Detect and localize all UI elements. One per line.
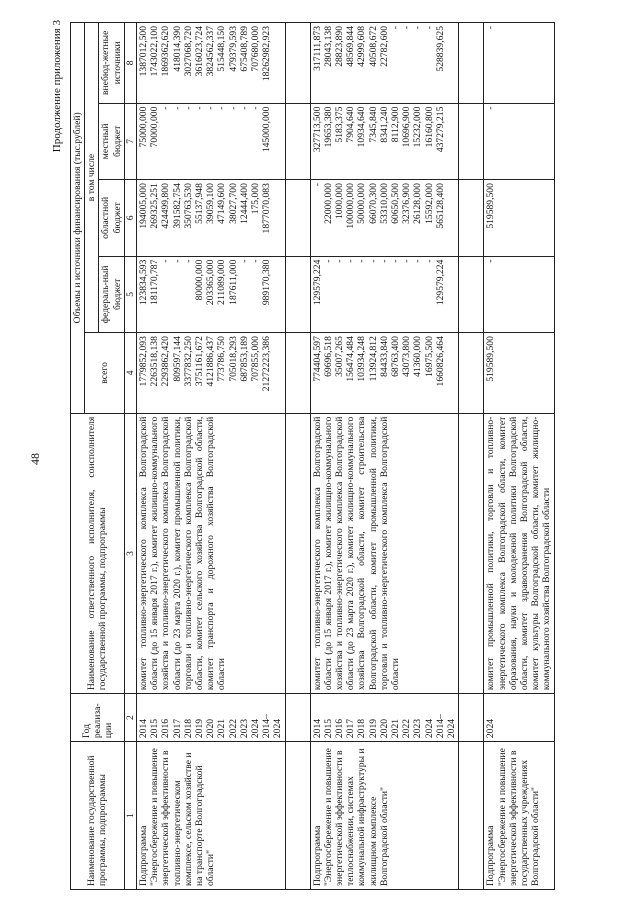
- year-cell: 2019: [194, 718, 206, 739]
- value-cell: 40508,672: [367, 26, 379, 67]
- value-cell: 327713,500: [311, 106, 323, 153]
- financing-table: [70, 22, 555, 890]
- value-cell: 60650,500: [390, 183, 402, 224]
- value-cell: 123834,593: [138, 259, 150, 306]
- continuation-note: Продолжение приложения 3: [51, 20, 63, 153]
- year-list: [310, 694, 459, 742]
- value-cell: 28823,890: [334, 26, 346, 67]
- value-cell: -: [412, 26, 424, 30]
- value-cell: 3377832,250: [182, 336, 194, 387]
- value-cell: -: [160, 106, 172, 110]
- value-cell: 707855,000: [250, 336, 262, 382]
- value-cell: 35007,265: [334, 336, 346, 377]
- value-cell: 2263518,138: [149, 336, 161, 387]
- value-cell: 774404,597: [311, 336, 323, 382]
- value-cell: 53310,000: [378, 183, 390, 224]
- value-cell: 21272223,386: [261, 336, 273, 392]
- value-cell: 175,000: [250, 183, 262, 215]
- year-cell: 2017: [171, 718, 183, 739]
- value-cell: 809597,144: [171, 336, 183, 382]
- value-cell: 3751161,672: [194, 336, 206, 387]
- value-cell: -: [250, 259, 262, 263]
- spacer-cell: [459, 103, 484, 180]
- value-cell: 48569,844: [345, 26, 357, 67]
- header-extra: внебюд-жетные источники: [99, 23, 124, 104]
- value-cell: 22000,000: [322, 183, 334, 224]
- year-cell: 2015: [149, 718, 161, 739]
- value-cell: 100000,000: [345, 183, 357, 229]
- value-cell: 437279,215: [434, 106, 446, 153]
- year-cell: 2023: [238, 718, 250, 739]
- value-cell: 3824562,337: [205, 26, 217, 77]
- value-cell: 1000,000: [334, 183, 346, 220]
- value-cell: 687853,189: [238, 336, 250, 382]
- value-cell: 705018,293: [227, 336, 239, 382]
- spacer-cell: [285, 180, 310, 257]
- value-cell: 16975,500: [423, 336, 435, 377]
- value-cell: -: [334, 259, 346, 263]
- local-values: [310, 103, 459, 180]
- program-name: Подпрограмма "Энергосбережение и повышение энергетической эффективности в топливно-энергетическом комплексе, сельском хозяйстве и на транспорте Волгоградской области": [137, 742, 286, 890]
- value-cell: 113924,812: [367, 336, 379, 382]
- extra-values: [484, 23, 554, 104]
- value-cell: 145000,000: [261, 106, 273, 153]
- value-cell: -: [311, 183, 323, 187]
- value-cell: 565128,400: [434, 183, 446, 229]
- spacer-cell: [285, 103, 310, 180]
- year-cell: 2022: [227, 718, 239, 739]
- column-number: 4: [124, 333, 136, 414]
- value-cell: 519589,500: [485, 183, 497, 229]
- header-year: Год реализа-ции: [71, 694, 125, 742]
- spacer-cell: [459, 23, 484, 104]
- value-cell: 12444,400: [238, 183, 250, 224]
- header-program: Наименование государственной программы, подпрограммы: [71, 742, 125, 890]
- table-body: [137, 23, 555, 890]
- program-name: Подпрограмма "Энергосбережение и повышение энергетической эффективности в государственных учреждениях Волгоградской области": [484, 742, 554, 890]
- page-number: 48: [28, 453, 42, 465]
- year-cell: 2015: [322, 718, 334, 739]
- value-cell: -: [194, 106, 206, 110]
- value-cell: 156474,484: [345, 336, 357, 382]
- value-cell: 41360,000: [412, 336, 424, 377]
- year-cell: 2023: [412, 718, 424, 739]
- spacer-cell: [459, 413, 484, 694]
- spacer-cell: [285, 694, 310, 742]
- value-cell: 773786,750: [216, 336, 228, 382]
- value-cell: 391582,754: [171, 183, 183, 229]
- executor-text: комитет промышленной политики, торговли и топливно-энергетического комплекса Волгоградской области, комитет образования, науки и молодежной политики Волгоградской области, комитет здравоохранения Волгоградской области, комитет культуры Волгоградской области, комитет жилищно-коммунального хозяйства Волгоградской области: [484, 413, 554, 694]
- value-cell: 42999,608: [356, 26, 368, 67]
- value-cell: 187611,000: [227, 259, 239, 305]
- value-cell: 15592,000: [423, 183, 435, 224]
- value-cell: 675408,789: [238, 26, 250, 72]
- spacer-cell: [285, 413, 310, 694]
- local-values: [484, 103, 554, 180]
- spacer-cell: [459, 180, 484, 257]
- year-cell: 2018: [356, 718, 368, 739]
- value-cell: 528839,625: [434, 26, 446, 72]
- spacer-cell: [459, 256, 484, 333]
- value-cell: 1877070,083: [261, 183, 273, 234]
- value-cell: 350763,530: [182, 183, 194, 229]
- spacer-cell: [459, 333, 484, 414]
- value-cell: 3616023,724: [194, 26, 206, 77]
- value-cell: 707680,000: [250, 26, 262, 72]
- value-cell: 22782,600: [378, 26, 390, 67]
- header-federal: федераль-ный бюджет: [99, 256, 124, 333]
- value-cell: 19653,380: [322, 106, 334, 148]
- year-cell: 2024: [423, 718, 435, 739]
- value-cell: 10696,900: [401, 106, 413, 148]
- regional-values: [484, 180, 554, 257]
- executor-text: комитет топливно-энергетического комплекса Волгоградской области (до 15 января 2017 г.), комитет жилищно-коммунального хозяйства и топливно-энергетического комплекса Волгоградской области (до 23 марта 2020 г.), комитет промышленной политики, торговли и топливно-энергетического комплекса Волгоградской области, комитет сельского хозяйства Волгоградской области, комитет транспорта и дорожного хозяйства Волгоградской области: [137, 413, 286, 694]
- total-values: [484, 333, 554, 414]
- year-cell: 2020: [378, 718, 390, 739]
- year-cell: 2014–2024: [434, 714, 458, 739]
- year-cell: 2018: [182, 718, 194, 739]
- value-cell: -: [227, 106, 239, 110]
- federal-values: [137, 256, 286, 333]
- value-cell: 129579,224: [434, 259, 446, 306]
- value-cell: 69696,518: [322, 336, 334, 377]
- value-cell: 7345,840: [367, 106, 379, 143]
- column-numbers: [124, 23, 136, 890]
- year-list: [484, 694, 554, 742]
- year-cell: 2022: [401, 718, 413, 739]
- value-cell: -: [485, 106, 497, 110]
- value-cell: 1779852,093: [138, 336, 150, 387]
- column-number: 5: [124, 256, 136, 333]
- value-cell: 68763,400: [390, 336, 402, 377]
- column-number: 8: [124, 23, 136, 104]
- header-executor: Наименование ответственного исполнителя, соисполнителя государственной программы, подпрограммы: [71, 413, 125, 694]
- value-cell: 80000,000: [194, 259, 206, 301]
- value-cell: 1743022,100: [149, 26, 161, 77]
- value-cell: -: [250, 106, 262, 110]
- year-cell: 2014: [138, 718, 150, 739]
- column-number: 1: [124, 742, 136, 890]
- value-cell: 1387012,500: [138, 26, 150, 77]
- value-cell: 418014,390: [171, 26, 183, 72]
- year-cell: 2024: [485, 718, 497, 739]
- value-cell: 18262982,923: [261, 26, 273, 82]
- value-cell: -: [378, 259, 390, 263]
- program-name: Подпрограмма "Энергосбережение и повышение энергетической эффективности в теплоснабжении, системах коммунальной инфраструктуры и жилищном комплексе Волгоградской области": [310, 742, 459, 890]
- value-cell: -: [182, 106, 194, 110]
- federal-values: [310, 256, 459, 333]
- extra-values: [310, 23, 459, 104]
- value-cell: 55137,948: [194, 183, 206, 224]
- table-row: [310, 23, 459, 890]
- value-cell: 15232,000: [412, 106, 424, 148]
- value-cell: -: [160, 259, 172, 263]
- spacer-cell: [285, 23, 310, 104]
- value-cell: 7904,640: [345, 106, 357, 143]
- row-spacer: [285, 23, 310, 890]
- spacer-cell: [459, 694, 484, 742]
- value-cell: -: [423, 26, 435, 30]
- value-cell: -: [390, 26, 402, 30]
- value-cell: 84433,840: [378, 336, 390, 377]
- value-cell: 181170,787: [149, 259, 161, 305]
- value-cell: -: [412, 259, 424, 263]
- value-cell: 194005,000: [138, 183, 150, 229]
- year-cell: 2024: [250, 718, 262, 739]
- header-total: всего: [85, 333, 125, 414]
- header-regional: областной бюджет: [99, 180, 124, 257]
- value-cell: 103934,248: [356, 336, 368, 382]
- value-cell: 203365,000: [205, 259, 217, 306]
- value-cell: -: [401, 259, 413, 263]
- value-cell: 129579,224: [311, 259, 323, 306]
- value-cell: 519589,500: [485, 336, 497, 382]
- value-cell: 3027068,720: [182, 26, 194, 77]
- value-cell: -: [171, 106, 183, 110]
- year-cell: 2014: [311, 718, 323, 739]
- value-cell: 26128,000: [412, 183, 424, 224]
- value-cell: 5183,375: [334, 106, 346, 143]
- value-cell: 39059,100: [205, 183, 217, 224]
- federal-values: [484, 256, 554, 333]
- value-cell: 515448,150: [216, 26, 228, 72]
- extra-values: [137, 23, 286, 104]
- header-including: в том числе: [85, 23, 99, 333]
- header-financing: Объемы и источники финансирования (тыс.рублей): [71, 23, 85, 414]
- year-cell: 2016: [334, 718, 346, 739]
- value-cell: -: [485, 26, 497, 30]
- year-cell: 2021: [216, 718, 228, 739]
- spacer-cell: [459, 742, 484, 890]
- local-values: [137, 103, 286, 180]
- value-cell: 989170,380: [261, 259, 273, 306]
- value-cell: 47149,600: [216, 183, 228, 224]
- value-cell: -: [356, 259, 368, 263]
- value-cell: -: [322, 259, 334, 263]
- total-values: [137, 333, 286, 414]
- year-cell: 2020: [205, 718, 217, 739]
- value-cell: 2293862,420: [160, 336, 172, 387]
- column-number: 3: [124, 413, 136, 694]
- value-cell: 269325,251: [149, 183, 161, 229]
- table-row: [484, 23, 554, 890]
- year-cell: 2019: [367, 718, 379, 739]
- value-cell: 1869362,620: [160, 26, 172, 77]
- value-cell: 424499,800: [160, 183, 172, 229]
- spacer-cell: [285, 742, 310, 890]
- year-cell: 2021: [390, 718, 402, 739]
- column-number: 2: [124, 694, 136, 742]
- value-cell: -: [182, 259, 194, 263]
- table-row: [137, 23, 286, 890]
- spacer-cell: [285, 333, 310, 414]
- value-cell: 38027,700: [227, 183, 239, 224]
- column-number: 6: [124, 180, 136, 257]
- value-cell: 50000,000: [356, 183, 368, 224]
- value-cell: 28043,138: [322, 26, 334, 67]
- regional-values: [137, 180, 286, 257]
- value-cell: 70000,000: [149, 106, 161, 148]
- value-cell: 317111,873: [311, 26, 323, 71]
- value-cell: 8112,900: [390, 106, 402, 143]
- value-cell: -: [171, 259, 183, 263]
- column-number: 7: [124, 103, 136, 180]
- spacer-cell: [285, 256, 310, 333]
- value-cell: 1660826,464: [434, 336, 446, 387]
- year-cell: 2017: [345, 718, 357, 739]
- value-cell: -: [205, 106, 217, 110]
- value-cell: 66070,300: [367, 183, 379, 224]
- value-cell: 16160,800: [423, 106, 435, 148]
- regional-values: [310, 180, 459, 257]
- header-local: местный бюджет: [99, 103, 124, 180]
- value-cell: 479379,593: [227, 26, 239, 72]
- executor-text: комитет топливно-энергетического комплекса Волгоградской области (до 15 января 2017 г.), комитет жилищно-коммунального хозяйства и топливно-энергетического комплекса Волгоградской области (до 23 марта 2020 г.), комитет жилищно-коммунального хозяйства Волгоградской области, комитет строительства Волгоградской области, комитет промышленной политики, торговли и топливно-энергетического комплекса Волгоградской области: [310, 413, 459, 694]
- year-cell: 2016: [160, 718, 172, 739]
- value-cell: -: [238, 259, 250, 263]
- value-cell: -: [367, 259, 379, 263]
- value-cell: -: [485, 259, 497, 263]
- value-cell: 211089,000: [216, 259, 228, 305]
- total-values: [310, 333, 459, 414]
- value-cell: 8341,240: [378, 106, 390, 143]
- row-spacer: [459, 23, 484, 890]
- value-cell: 43073,800: [401, 336, 413, 377]
- value-cell: -: [238, 106, 250, 110]
- year-list: [137, 694, 286, 742]
- value-cell: 75000,000: [138, 106, 150, 148]
- value-cell: 10934,640: [356, 106, 368, 148]
- value-cell: -: [390, 259, 402, 263]
- value-cell: -: [216, 106, 228, 110]
- value-cell: -: [423, 259, 435, 263]
- value-cell: 32376,900: [401, 183, 413, 224]
- value-cell: -: [345, 259, 357, 263]
- value-cell: -: [401, 26, 413, 30]
- year-cell: 2014–2024: [261, 714, 284, 739]
- value-cell: 4121886,437: [205, 336, 217, 387]
